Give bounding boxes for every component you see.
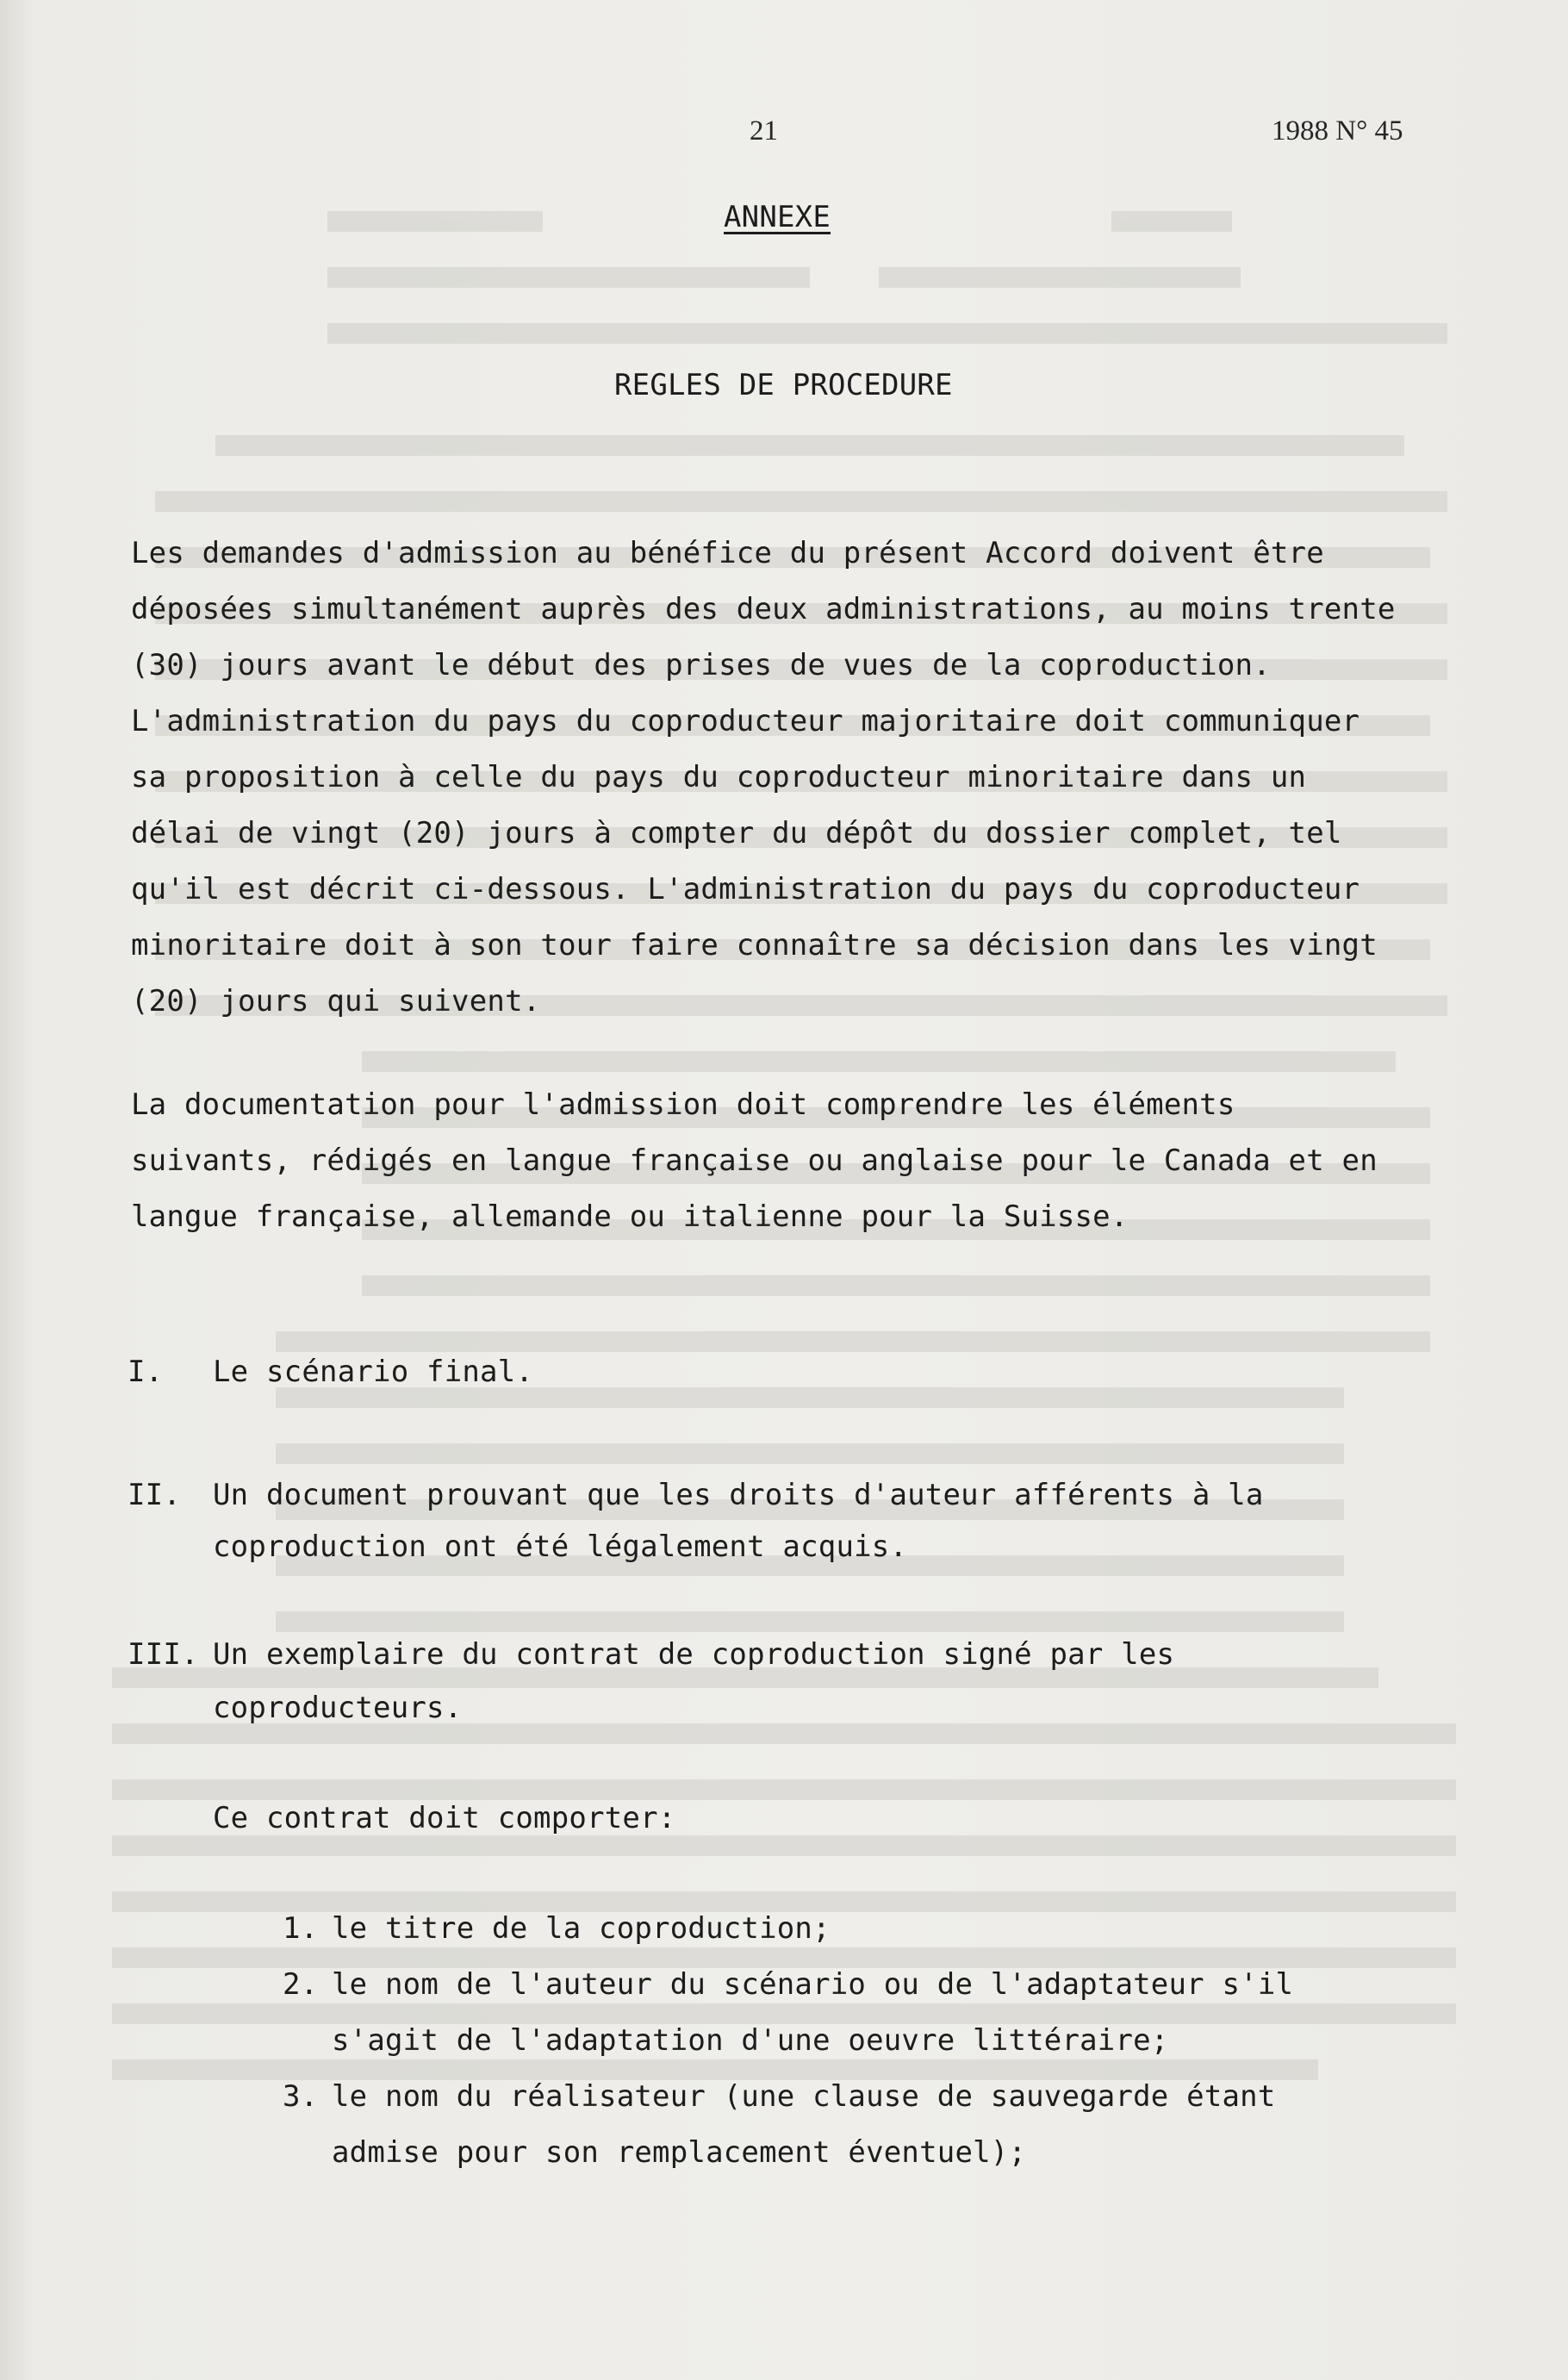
paragraph1-line: minoritaire doit à son tour faire connaître sa décision dans les vingt — [131, 928, 1378, 963]
page-number: 21 — [750, 115, 778, 146]
paragraph2-line: langue française, allemande ou italienne pour la Suisse. — [131, 1199, 1129, 1234]
item-text: Un exemplaire du contrat de coproduction signé par les — [213, 1637, 1175, 1672]
subitem-text: le nom de l'auteur du scénario ou de l'adaptateur s'il — [332, 1967, 1294, 2002]
paragraph1-line: (20) jours qui suivent. — [131, 984, 541, 1019]
subitem-text: le titre de la coproduction; — [332, 1911, 831, 1946]
item-text: coproducteurs. — [213, 1691, 463, 1725]
paragraph1-line: (30) jours avant le début des prises de vues de la coproduction. — [131, 648, 1271, 682]
subitem-text: admise pour son remplacement éventuel); — [332, 2135, 1027, 2170]
annex-title: ANNEXE — [724, 200, 831, 234]
item-text: Un document prouvant que les droits d'auteur afférents à la — [213, 1478, 1264, 1512]
subitem-number: 1. — [283, 1911, 319, 1946]
subitem-number: 3. — [283, 2079, 319, 2114]
paragraph1-line: délai de vingt (20) jours à compter du dépôt du dossier complet, tel — [131, 816, 1342, 850]
issue-number: 1988 N° 45 — [1272, 115, 1403, 146]
item-numeral: I. — [128, 1355, 164, 1389]
subitem-number: 2. — [283, 1967, 319, 2002]
subitem-text: le nom du réalisateur (une clause de sauvegarde étant — [332, 2079, 1276, 2114]
paragraph1-line: sa proposition à celle du pays du coproducteur minoritaire dans un — [131, 760, 1307, 794]
subitem-text: s'agit de l'adaptation d'une oeuvre littéraire; — [332, 2023, 1169, 2058]
item-text: Le scénario final. — [213, 1355, 534, 1389]
contract-intro: Ce contrat doit comporter: — [213, 1801, 676, 1835]
item-numeral: III. — [128, 1637, 199, 1672]
paragraph1-line: déposées simultanément auprès des deux administrations, au moins trente — [131, 592, 1396, 626]
paragraph1-line: L'administration du pays du coproducteur majoritaire doit communiquer — [131, 704, 1360, 738]
item-text: coproduction ont été légalement acquis. — [213, 1530, 908, 1564]
paragraph2-line: suivants, rédigés en langue française ou anglaise pour le Canada et en — [131, 1143, 1378, 1178]
paragraph1-line: Les demandes d'admission au bénéfice du présent Accord doivent être — [131, 536, 1324, 570]
paragraph2-line: La documentation pour l'admission doit comprendre les éléments — [131, 1087, 1235, 1122]
paragraph1-line: qu'il est décrit ci-dessous. L'administration du pays du coproducteur — [131, 872, 1360, 907]
section-title: REGLES DE PROCEDURE — [614, 368, 953, 402]
item-numeral: II. — [128, 1478, 182, 1512]
